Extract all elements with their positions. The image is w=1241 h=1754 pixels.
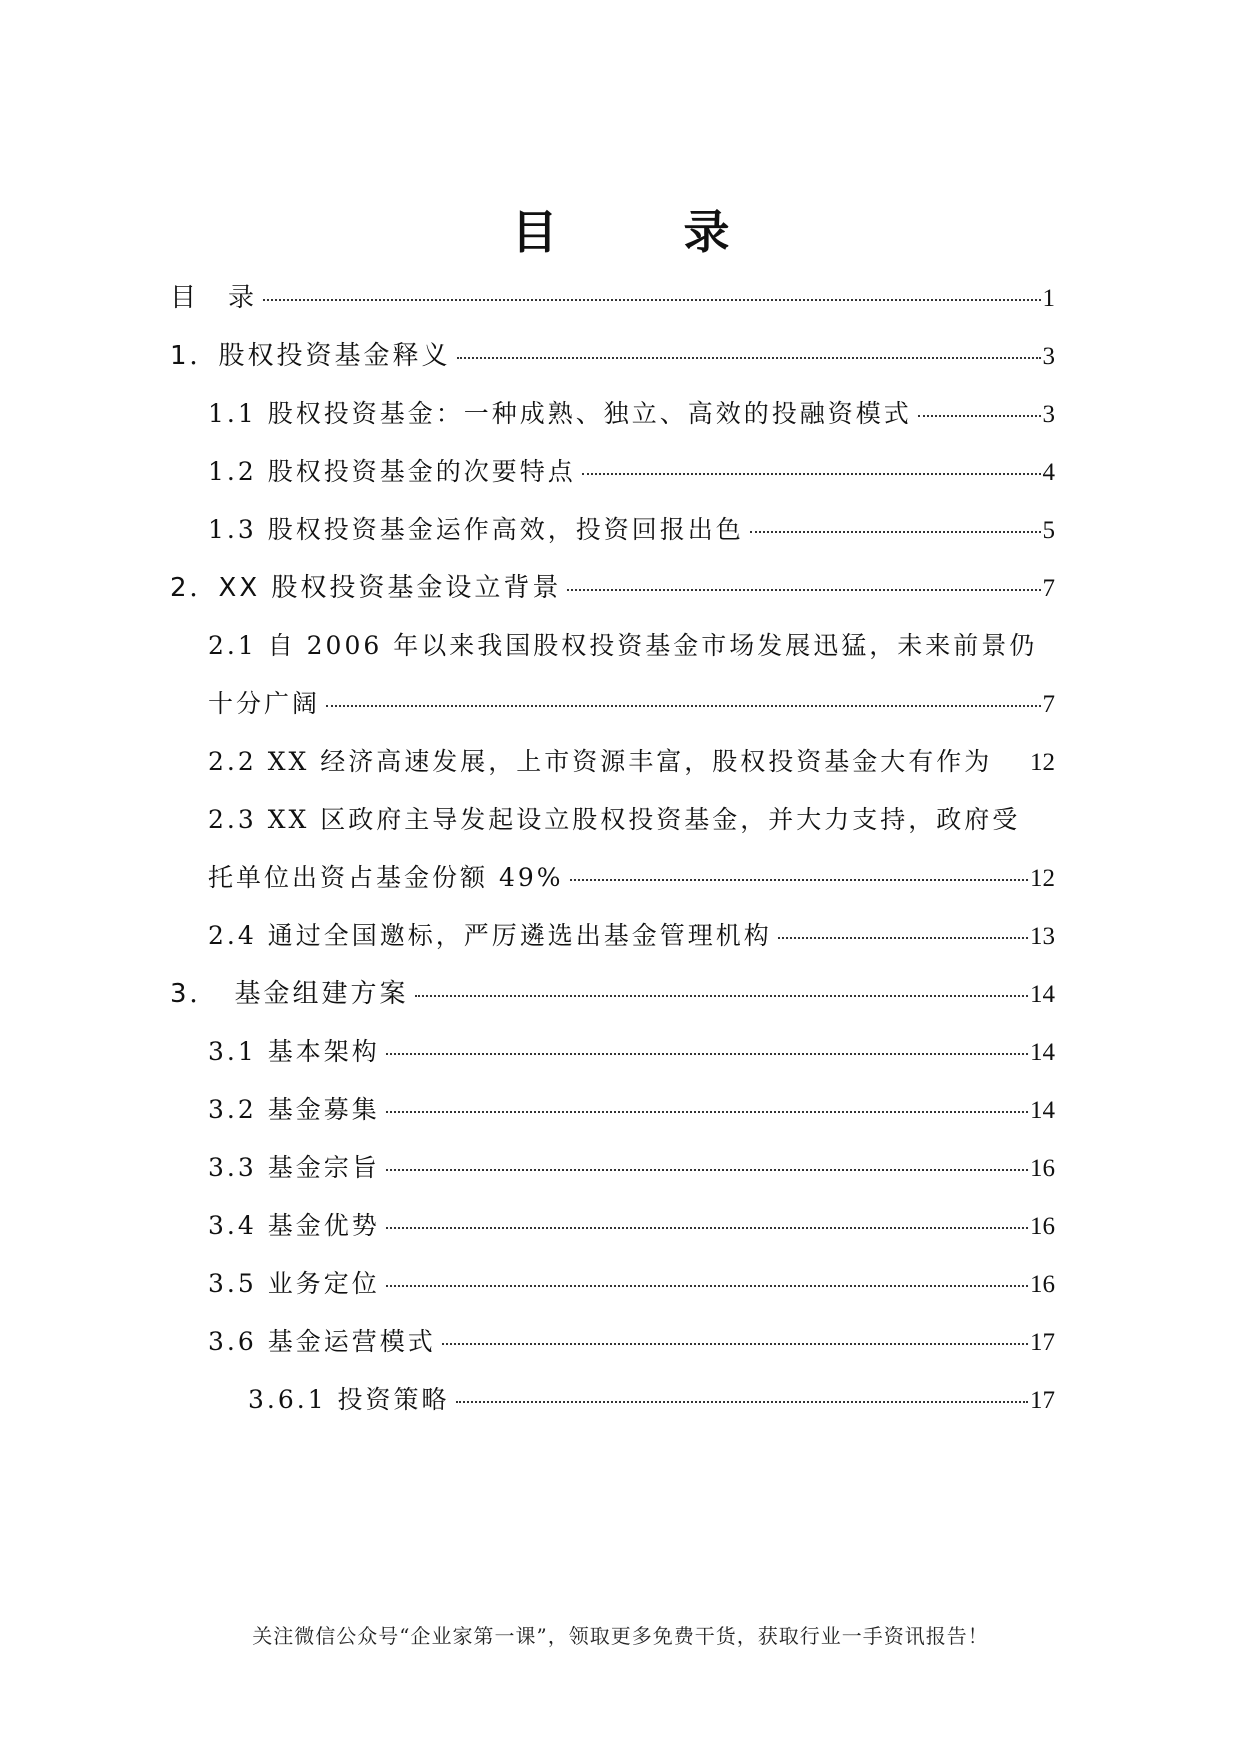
toc-entry[interactable] xyxy=(170,280,1055,317)
toc-dot-leader xyxy=(918,415,1041,417)
toc-dot-leader xyxy=(386,1285,1028,1287)
toc-entry[interactable] xyxy=(208,860,1055,897)
toc-page-number: 3 xyxy=(1042,343,1055,370)
toc-page-number: 14 xyxy=(1030,1097,1055,1124)
toc-dot-leader xyxy=(386,1111,1028,1113)
toc-page-number: 12 xyxy=(1030,749,1055,776)
toc-page-number: 4 xyxy=(1042,459,1055,486)
toc-page-number: 5 xyxy=(1042,517,1055,544)
toc-dot-leader xyxy=(326,705,1040,707)
toc-entry-text: 1.2 股权投资基金的次要特点 xyxy=(208,457,576,486)
toc-dot-leader xyxy=(456,1401,1028,1403)
toc-page-number: 14 xyxy=(1030,1039,1055,1066)
toc-entry[interactable] xyxy=(208,918,1055,955)
toc-dot-leader xyxy=(386,1169,1028,1171)
toc-dot-leader xyxy=(386,1053,1028,1055)
page-title: 目 录 xyxy=(511,205,770,259)
toc-dot-leader xyxy=(386,1227,1028,1229)
toc-entry[interactable] xyxy=(208,686,1055,723)
toc-entry[interactable] xyxy=(208,1266,1055,1303)
toc-entry-text: 3.3 基金宗旨 xyxy=(208,1153,380,1182)
toc-entry[interactable] xyxy=(208,1150,1055,1187)
toc-dot-leader xyxy=(442,1343,1028,1345)
toc-entry-text: 3.5 业务定位 xyxy=(208,1269,380,1298)
toc-entry-text: 托单位出资占基金份额 49% xyxy=(208,863,564,892)
toc-page-number: 17 xyxy=(1030,1387,1055,1414)
toc-entry-text: 3.2 基金募集 xyxy=(208,1095,380,1124)
toc-entry[interactable] xyxy=(208,1092,1055,1129)
toc-page-number: 1 xyxy=(1042,285,1055,312)
toc-dot-leader xyxy=(415,995,1028,997)
toc-dot-leader xyxy=(750,531,1041,533)
toc-page-number: 16 xyxy=(1030,1155,1055,1182)
toc-page-number: 14 xyxy=(1030,981,1055,1008)
toc-page-number: 7 xyxy=(1042,575,1055,602)
toc-dot-leader xyxy=(778,937,1028,939)
toc-entry-text: 3． 基金组建方案 xyxy=(170,979,409,1009)
toc-entry-text: 3.4 基金优势 xyxy=(208,1211,380,1240)
toc-page-number: 16 xyxy=(1030,1213,1055,1240)
toc-dot-leader xyxy=(582,473,1041,475)
toc-entry[interactable] xyxy=(170,570,1055,607)
toc-entry-text: 3.1 基本架构 xyxy=(208,1037,380,1066)
toc-page-number: 13 xyxy=(1030,923,1055,950)
toc-page-number: 16 xyxy=(1030,1271,1055,1298)
toc-entry-text: 2.2 XX 经济高速发展，上市资源丰富，股权投资基金大有作为 xyxy=(208,747,993,776)
toc-entry-text: 十分广阔 xyxy=(208,689,321,718)
toc-entry[interactable] xyxy=(208,396,1055,433)
page-footer: 关注微信公众号“企业家第一课”，领取更多免费干货，获取行业一手资讯报告！ xyxy=(252,1624,989,1648)
toc-entry[interactable] xyxy=(170,976,1055,1013)
toc-entry[interactable] xyxy=(208,1324,1055,1361)
toc-entry[interactable] xyxy=(248,1382,1055,1419)
toc-dot-leader xyxy=(457,357,1041,359)
toc-entry-text: 目 录 xyxy=(170,283,258,313)
toc-page-number: 12 xyxy=(1030,865,1055,892)
toc-entry-text: 2．XX 股权投资基金设立背景 xyxy=(170,573,562,603)
toc-entry[interactable] xyxy=(208,454,1055,491)
toc-entry-text: 1.3 股权投资基金运作高效，投资回报出色 xyxy=(208,515,744,544)
toc-entry[interactable] xyxy=(208,1208,1055,1245)
toc-dot-leader xyxy=(263,299,1040,301)
toc-entry-text: 3.6 基金运营模式 xyxy=(208,1327,436,1356)
toc-entry[interactable] xyxy=(208,1034,1055,1071)
toc-page-number: 3 xyxy=(1042,401,1055,428)
toc-entry[interactable] xyxy=(170,338,1055,375)
toc-dot-leader xyxy=(570,879,1028,881)
toc-entry-text: 3.6.1 投资策略 xyxy=(248,1385,450,1414)
toc-dot-leader xyxy=(567,589,1040,591)
toc-entry[interactable] xyxy=(208,744,1055,781)
toc-page-number: 7 xyxy=(1042,691,1055,718)
toc-entry-text-line1[interactable]: 2.1 自 2006 年以来我国股权投资基金市场发展迅猛，未来前景仍 xyxy=(208,631,1038,660)
toc-page-number: 17 xyxy=(1030,1329,1055,1356)
toc-entry-text: 1．股权投资基金释义 xyxy=(170,341,451,371)
toc-entry-text: 2.4 通过全国邀标，严厉遴选出基金管理机构 xyxy=(208,921,772,950)
toc-entry-text-line1[interactable]: 2.3 XX 区政府主导发起设立股权投资基金，并大力支持，政府受 xyxy=(208,805,1021,834)
toc-entry-text: 1.1 股权投资基金：一种成熟、独立、高效的投融资模式 xyxy=(208,399,912,428)
toc-entry[interactable] xyxy=(208,512,1055,549)
